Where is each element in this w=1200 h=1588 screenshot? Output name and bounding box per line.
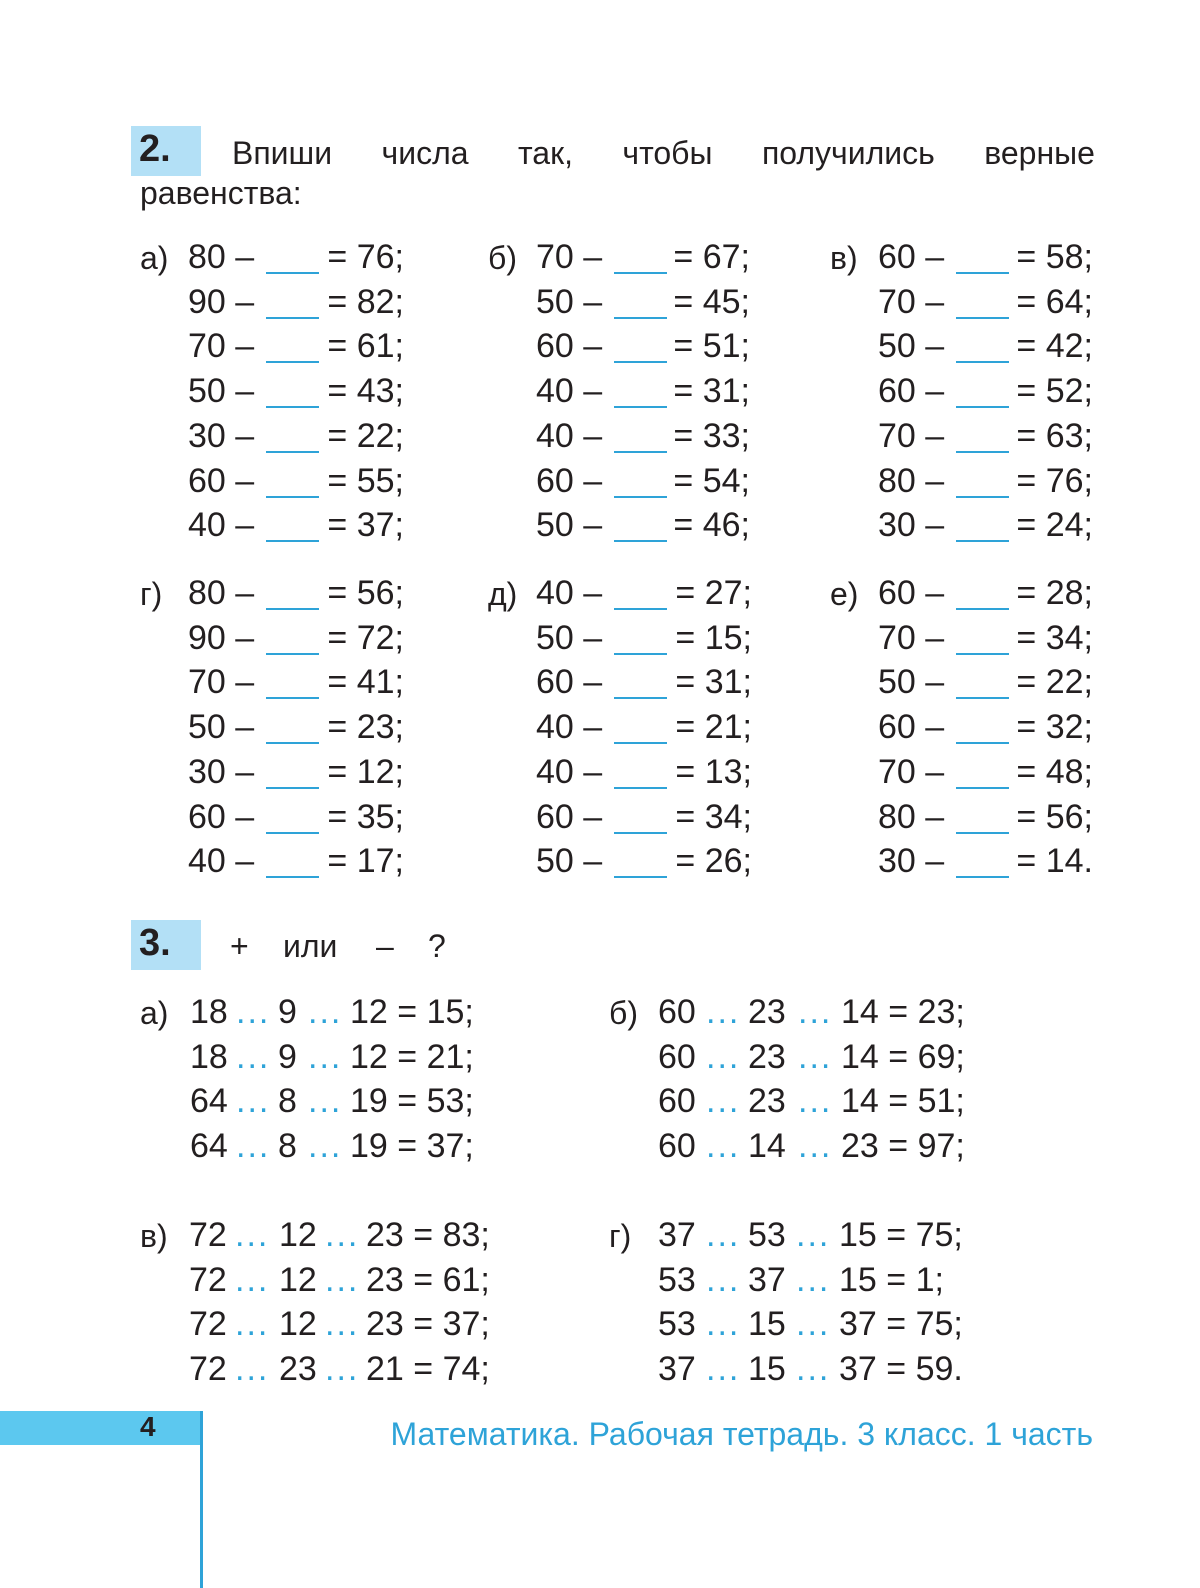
operator-blank[interactable]: ... xyxy=(308,1037,343,1076)
minuend: 60 – xyxy=(878,238,945,276)
minuend: 50 – xyxy=(536,282,603,321)
result: = 26; xyxy=(675,842,752,881)
operand-result: 14 = 51; xyxy=(841,1082,965,1121)
operand: 64 xyxy=(190,1127,228,1166)
instruction-word: чтобы xyxy=(622,135,713,171)
result: = 22; xyxy=(327,416,404,455)
minuend: 60 – xyxy=(536,663,603,702)
answer-blank[interactable] xyxy=(956,496,1009,498)
operand: 23 xyxy=(279,1350,317,1389)
answer-blank[interactable] xyxy=(956,653,1009,655)
result: = 13; xyxy=(675,752,752,791)
result: = 52; xyxy=(1016,372,1093,411)
exercise-letter: г) xyxy=(140,576,163,612)
operator-blank[interactable]: ... xyxy=(325,1305,360,1344)
result: = 54; xyxy=(673,461,750,500)
instruction-word: числа xyxy=(381,135,469,171)
operator-blank[interactable]: ... xyxy=(308,1082,343,1121)
operator-blank[interactable]: ... xyxy=(706,1216,741,1254)
operand: 8 xyxy=(278,1127,297,1166)
minuend: 60 – xyxy=(878,574,945,612)
operand: 60 xyxy=(658,1127,696,1166)
operator-blank[interactable]: ... xyxy=(706,1305,741,1344)
operator-blank[interactable]: ... xyxy=(798,1082,833,1121)
operator-blank[interactable]: ... xyxy=(235,1350,270,1389)
operand: 18 xyxy=(190,993,228,1031)
result: = 56; xyxy=(1016,797,1093,836)
operand: 37 xyxy=(748,1260,786,1299)
operand: 12 xyxy=(279,1305,317,1344)
result: = 31; xyxy=(675,663,752,702)
operator-blank[interactable]: ... xyxy=(325,1260,360,1299)
task-3-prompt-question: ? xyxy=(428,928,446,964)
operand-result: 23 = 97; xyxy=(841,1127,965,1166)
operator-blank[interactable]: ... xyxy=(325,1216,360,1254)
result: = 41; xyxy=(327,663,404,702)
operand: 64 xyxy=(190,1082,228,1121)
minuend: 40 – xyxy=(536,708,603,747)
result: = 45; xyxy=(673,282,750,321)
result: = 72; xyxy=(327,618,404,657)
minuend: 30 – xyxy=(878,842,945,881)
operand: 72 xyxy=(189,1216,227,1254)
equation-row xyxy=(0,329,1200,369)
minuend: 40 – xyxy=(536,372,603,411)
minuend: 80 – xyxy=(878,461,945,500)
task-2-number: 2. xyxy=(139,128,171,170)
operand: 15 xyxy=(748,1305,786,1344)
minuend: 90 – xyxy=(188,618,255,657)
exercise-letter: б) xyxy=(488,240,517,276)
expression-row xyxy=(0,1352,1200,1392)
result: = 34; xyxy=(1016,618,1093,657)
result: = 76; xyxy=(327,238,404,276)
operand-result: 12 = 21; xyxy=(350,1037,474,1076)
operand-result: 19 = 37; xyxy=(350,1127,474,1166)
operand-result: 23 = 37; xyxy=(366,1305,490,1344)
answer-blank[interactable] xyxy=(956,451,1009,453)
operand-result: 14 = 23; xyxy=(841,993,965,1031)
operand-result: 23 = 83; xyxy=(366,1216,490,1254)
equation-row xyxy=(0,576,1200,616)
operand: 23 xyxy=(748,993,786,1031)
operand: 12 xyxy=(279,1216,317,1254)
minuend: 80 – xyxy=(188,238,255,276)
operator-blank[interactable]: ... xyxy=(236,1082,271,1121)
minuend: 60 – xyxy=(878,372,945,411)
operator-blank[interactable]: ... xyxy=(236,1127,271,1166)
task-3-number: 3. xyxy=(139,922,171,964)
operator-blank[interactable]: ... xyxy=(796,1305,831,1344)
result: = 14. xyxy=(1016,842,1093,881)
equation-row xyxy=(0,844,1200,884)
minuend: 60 – xyxy=(536,797,603,836)
minuend: 50 – xyxy=(188,372,255,411)
minuend: 70 – xyxy=(878,282,945,321)
minuend: 40 – xyxy=(536,416,603,455)
result: = 61; xyxy=(327,327,404,366)
minuend: 60 – xyxy=(536,461,603,500)
minuend: 90 – xyxy=(188,282,255,321)
result: = 23; xyxy=(327,708,404,747)
task-3-prompt-minus: – xyxy=(376,928,394,964)
minuend: 60 – xyxy=(188,797,255,836)
result: = 22; xyxy=(1016,663,1093,702)
instruction-word: верные xyxy=(984,135,1095,171)
equation-row xyxy=(0,710,1200,750)
minuend: 60 – xyxy=(536,327,603,366)
minuend: 50 – xyxy=(878,327,945,366)
operator-blank[interactable]: ... xyxy=(798,1037,833,1076)
operator-blank[interactable]: ... xyxy=(236,993,271,1031)
operand-result: 15 = 1; xyxy=(839,1260,944,1299)
operator-blank[interactable]: ... xyxy=(236,1037,271,1076)
result: = 63; xyxy=(1016,416,1093,455)
operand-result: 19 = 53; xyxy=(350,1082,474,1121)
operand: 9 xyxy=(278,993,297,1031)
answer-blank[interactable] xyxy=(956,832,1009,834)
instruction-word: Впиши xyxy=(232,135,333,171)
minuend: 60 – xyxy=(878,708,945,747)
operator-blank[interactable]: ... xyxy=(796,1350,831,1389)
result: = 48; xyxy=(1016,752,1093,791)
expression-row xyxy=(0,1218,1200,1258)
result: = 67; xyxy=(673,238,750,276)
operand: 23 xyxy=(748,1037,786,1076)
answer-blank[interactable] xyxy=(956,361,1009,363)
result: = 28; xyxy=(1016,574,1093,612)
result: = 43; xyxy=(327,372,404,411)
minuend: 40 – xyxy=(536,574,603,612)
equation-row xyxy=(0,752,1200,795)
operand-result: 12 = 15; xyxy=(350,993,474,1031)
footer-margin-line xyxy=(200,1411,203,1588)
operand: 12 xyxy=(279,1260,317,1299)
minuend: 60 – xyxy=(188,461,255,500)
operand: 72 xyxy=(189,1260,227,1299)
operand: 37 xyxy=(658,1350,696,1389)
minuend: 50 – xyxy=(536,618,603,657)
result: = 51; xyxy=(673,327,750,366)
operator-blank[interactable]: ... xyxy=(706,1037,741,1076)
footer-page-bar xyxy=(0,1411,202,1445)
exercise-letter: д) xyxy=(488,576,518,612)
result: = 35; xyxy=(327,797,404,836)
expression-row xyxy=(0,1129,1200,1169)
instruction-word: получились xyxy=(761,135,935,171)
minuend: 80 – xyxy=(878,797,945,836)
operator-blank[interactable]: ... xyxy=(706,1127,741,1166)
result: = 15; xyxy=(675,618,752,657)
result: = 64; xyxy=(1016,282,1093,321)
exercise-letter: б) xyxy=(609,995,638,1031)
answer-blank[interactable] xyxy=(956,317,1009,319)
operand-result: 23 = 61; xyxy=(366,1260,490,1299)
operand-result: 14 = 69; xyxy=(841,1037,965,1076)
operand: 9 xyxy=(278,1037,297,1076)
operand-result: 15 = 75; xyxy=(839,1216,963,1254)
minuend: 30 – xyxy=(188,416,255,455)
operand: 37 xyxy=(658,1216,696,1254)
page-number: 4 xyxy=(140,1411,156,1442)
exercise-letter: г) xyxy=(609,1218,632,1254)
minuend: 40 – xyxy=(188,842,255,881)
equation-row xyxy=(0,416,1200,459)
minuend: 30 – xyxy=(188,752,255,791)
result: = 56; xyxy=(327,574,404,612)
exercise-letter: е) xyxy=(830,576,859,612)
minuend: 40 – xyxy=(188,506,255,545)
operand: 18 xyxy=(190,1037,228,1076)
operand: 72 xyxy=(189,1305,227,1344)
equation-row xyxy=(0,797,1200,840)
operator-blank[interactable]: ... xyxy=(325,1350,360,1389)
operator-blank[interactable]: ... xyxy=(706,1082,741,1121)
equation-row xyxy=(0,461,1200,504)
operator-blank[interactable]: ... xyxy=(798,1127,833,1166)
operator-blank[interactable]: ... xyxy=(796,1260,831,1299)
equation-row xyxy=(0,282,1200,325)
result: = 17; xyxy=(327,842,404,881)
operand-result: 37 = 75; xyxy=(839,1305,963,1344)
expression-row xyxy=(0,1084,1200,1124)
book-title: Математика. Рабочая тетрадь. 3 класс. 1 часть xyxy=(390,1416,1093,1452)
operand: 14 xyxy=(748,1127,786,1166)
equation-row xyxy=(0,618,1200,661)
operand: 72 xyxy=(189,1350,227,1389)
answer-blank[interactable] xyxy=(956,876,1009,878)
answer-blank[interactable] xyxy=(956,742,1009,744)
result: = 31; xyxy=(673,372,750,411)
minuend: 50 – xyxy=(536,842,603,881)
equation-row xyxy=(0,665,1200,705)
answer-blank[interactable] xyxy=(956,540,1009,542)
task-2-instruction xyxy=(140,133,1095,213)
minuend: 70 – xyxy=(878,618,945,657)
equation-row xyxy=(0,240,1200,280)
minuend: 70 – xyxy=(188,663,255,702)
result: = 46; xyxy=(673,506,750,545)
operand: 60 xyxy=(658,1082,696,1121)
operand: 60 xyxy=(658,993,696,1031)
expression-row xyxy=(0,1260,1200,1303)
result: = 55; xyxy=(327,461,404,500)
task-3-prompt-plus: + xyxy=(230,928,249,964)
operator-blank[interactable]: ... xyxy=(706,1260,741,1299)
operand: 8 xyxy=(278,1082,297,1121)
result: = 33; xyxy=(673,416,750,455)
operand-result: 21 = 74; xyxy=(366,1350,490,1389)
minuend: 50 – xyxy=(878,663,945,702)
minuend: 70 – xyxy=(188,327,255,366)
minuend: 30 – xyxy=(878,506,945,545)
minuend: 50 – xyxy=(188,708,255,747)
operand: 60 xyxy=(658,1037,696,1076)
exercise-letter: а) xyxy=(140,240,169,276)
result: = 27; xyxy=(675,574,752,612)
exercise-letter: а) xyxy=(140,995,169,1031)
result: = 34; xyxy=(675,797,752,836)
result: = 12; xyxy=(327,752,404,791)
instruction-line-1 xyxy=(140,133,1095,173)
answer-blank[interactable] xyxy=(956,697,1009,699)
answer-blank[interactable] xyxy=(956,787,1009,789)
minuend: 70 – xyxy=(878,752,945,791)
expression-row xyxy=(0,1307,1200,1347)
expression-row xyxy=(0,995,1200,1035)
operand: 53 xyxy=(748,1216,786,1254)
operator-blank[interactable]: ... xyxy=(706,1350,741,1389)
operand: 23 xyxy=(748,1082,786,1121)
operator-blank[interactable]: ... xyxy=(235,1260,270,1299)
operator-blank[interactable]: ... xyxy=(706,993,741,1031)
result: = 37; xyxy=(327,506,404,545)
result: = 42; xyxy=(1016,327,1093,366)
operand: 53 xyxy=(658,1260,696,1299)
equation-row xyxy=(0,508,1200,548)
operator-blank[interactable]: ... xyxy=(798,993,833,1031)
operator-blank[interactable]: ... xyxy=(308,1127,343,1166)
operator-blank[interactable]: ... xyxy=(235,1305,270,1344)
result: = 21; xyxy=(675,708,752,747)
minuend: 50 – xyxy=(536,506,603,545)
result: = 32; xyxy=(1016,708,1093,747)
operand-result: 37 = 59. xyxy=(839,1350,963,1389)
minuend: 80 – xyxy=(188,574,255,612)
minuend: 40 – xyxy=(536,752,603,791)
minuend: 70 – xyxy=(536,238,603,276)
operand: 15 xyxy=(748,1350,786,1389)
result: = 58; xyxy=(1016,238,1093,276)
exercise-letter: в) xyxy=(140,1218,168,1254)
operator-blank[interactable]: ... xyxy=(235,1216,270,1254)
minuend: 70 – xyxy=(878,416,945,455)
answer-blank[interactable] xyxy=(956,406,1009,408)
exercise-letter: в) xyxy=(830,240,858,276)
instruction-word: так, xyxy=(517,135,573,171)
result: = 82; xyxy=(327,282,404,321)
result: = 76; xyxy=(1016,461,1093,500)
result: = 24; xyxy=(1016,506,1093,545)
operand: 53 xyxy=(658,1305,696,1344)
task-3-prompt-or: или xyxy=(283,928,338,964)
equation-row xyxy=(0,374,1200,414)
answer-blank[interactable] xyxy=(956,272,1009,274)
operator-blank[interactable]: ... xyxy=(308,993,343,1031)
operator-blank[interactable]: ... xyxy=(796,1216,831,1254)
answer-blank[interactable] xyxy=(956,608,1009,610)
expression-row xyxy=(0,1037,1200,1080)
instruction-line-2: равенства: xyxy=(140,175,302,211)
